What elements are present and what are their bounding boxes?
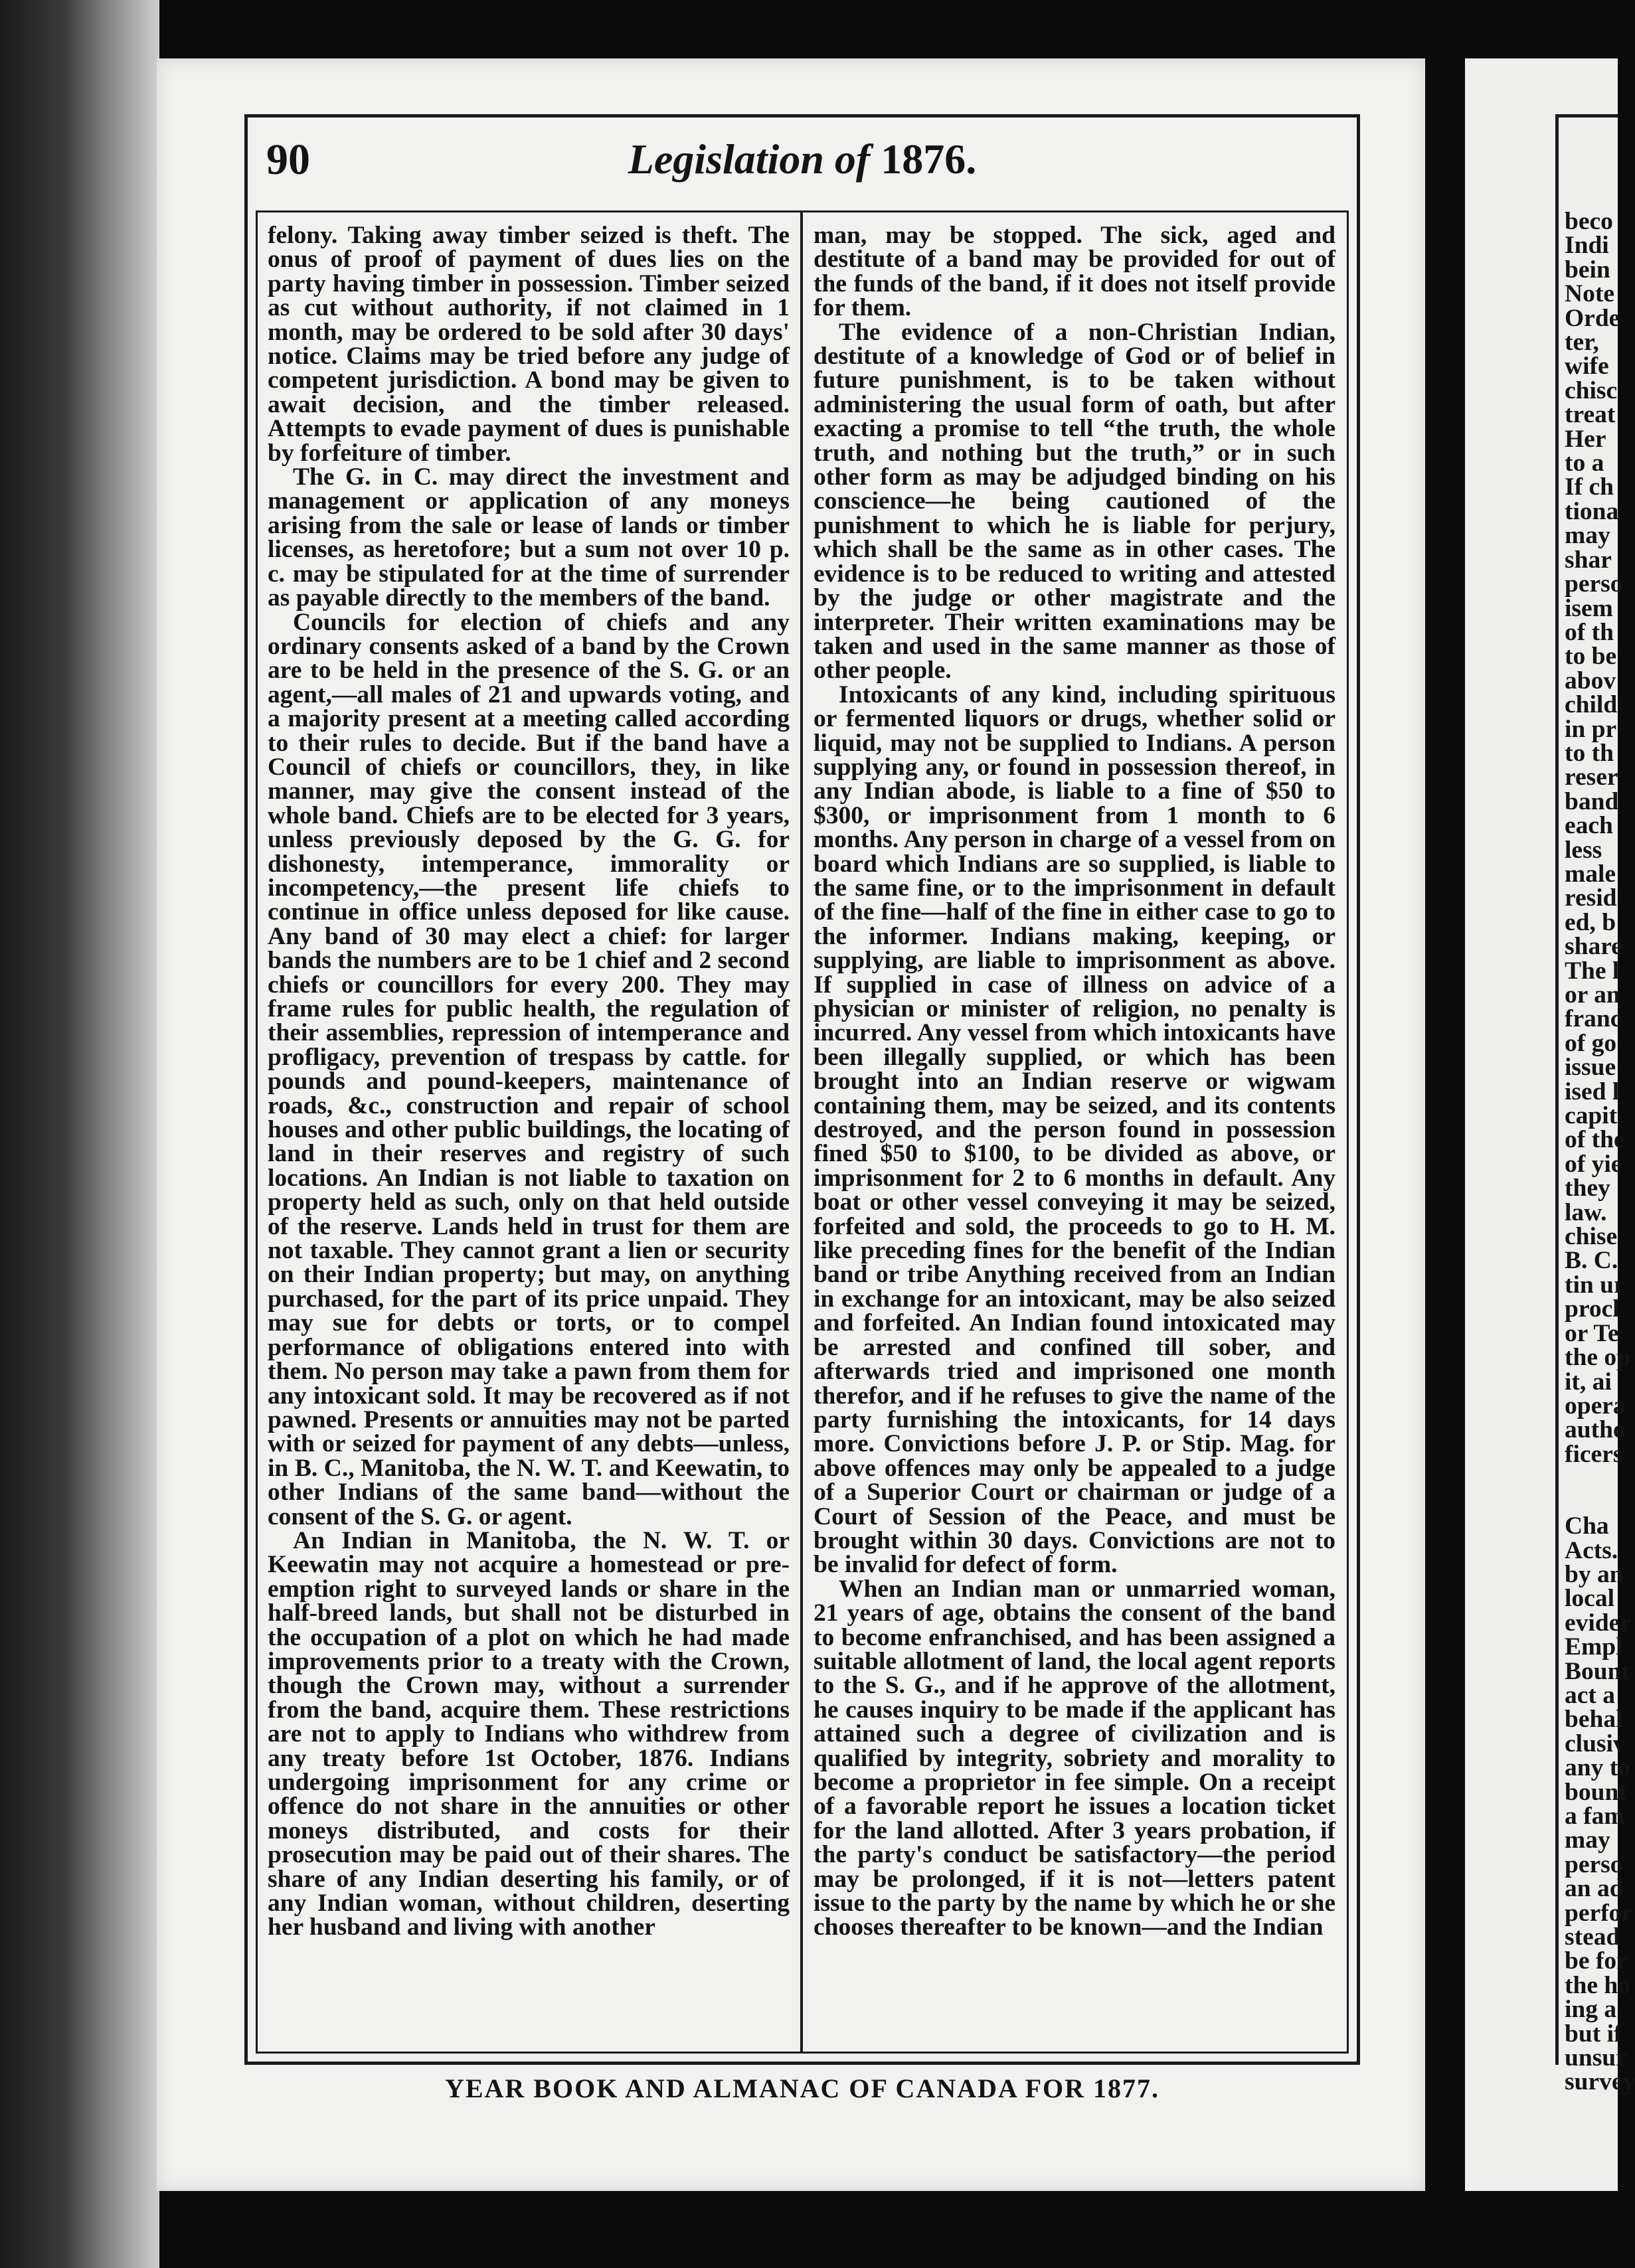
adjacent-line-fragment: Indi <box>1565 232 1609 260</box>
adjacent-line-fragment: B. C. <box>1565 1247 1618 1275</box>
running-title <box>261 135 1343 184</box>
adjacent-line-fragment: capit <box>1565 1102 1618 1130</box>
adjacent-line-fragment: clusiv <box>1565 1730 1626 1757</box>
column-divider <box>800 210 803 2054</box>
paragraph: The G. in C. may direct the investment and management or application of any moneys arising from the sale or lease of lands or timber licenses, as heretofore; but a sum not over 10 p. c. may be stipulated for at the time of surrender as payable directly to the members of the band. <box>268 463 790 612</box>
paragraph: When an Indian man or unmarried woman, 21 years of age, obtains the consent of the band to become enfranchised, and has been assigned a suitable allotment of land, the local agent reports to the S. G., and if he approve of the allotment, he causes inquiry to be made if the applicant has attained such a degree of civilization and is qualified by integrity, sobriety and morality to become a proprietor in fee simple. On a receipt of a favorable report he issues a location ticket for the land allotted. After 3 years probation, if the party's conduct be satisfactory—the period may be prolonged, if it is not—letters patent issue to the party by the name by which he or she chooses thereafter to be known—and the Indian <box>814 1575 1335 1941</box>
adjacent-line-fragment: law. <box>1565 1198 1607 1226</box>
adjacent-line-fragment: a fam <box>1565 1803 1625 1830</box>
adjacent-page-text <box>1565 208 1635 2096</box>
adjacent-line-fragment <box>1565 1467 1618 1491</box>
adjacent-line-fragment: ter, <box>1565 329 1599 357</box>
adjacent-line-fragment: band <box>1565 787 1619 815</box>
adjacent-line-fragment: local <box>1565 1585 1614 1613</box>
adjacent-line-fragment: it, ai <box>1565 1368 1612 1396</box>
paragraph: The evidence of a non-Christian Indian, destitute of a knowledge of God or of belief in future punishment, is to be taken without administering the usual form of oath, but after exacting a promise to tell “the truth, the whole truth, and nothing but the truth,” or in such other form as may be adjudged binding on his conscience—he being cautioned of the punishment to which he is liable for perjury, which shall be the same as in other cases. The evidence is to be reduced to writing and attested by the judge or other magistrate and the interpreter. Their written examinations may be taken and used in the same manner as those of other people. <box>814 318 1335 685</box>
adjacent-line-fragment: Her <box>1565 425 1606 453</box>
adjacent-line-fragment: of go <box>1565 1029 1617 1057</box>
page-number: 90 <box>266 135 310 184</box>
running-title-year: 1876. <box>881 135 977 183</box>
adjacent-line-fragment: Bount <box>1565 1657 1630 1685</box>
adjacent-line-fragment: bein <box>1565 256 1610 284</box>
adjacent-line-fragment: opera <box>1565 1392 1626 1419</box>
adjacent-line-fragment: ised l <box>1565 1078 1620 1105</box>
adjacent-line-fragment: each <box>1565 812 1613 840</box>
adjacent-line-fragment: tin ur <box>1565 1271 1625 1299</box>
adjacent-line-fragment: wife <box>1565 353 1609 380</box>
adjacent-line-fragment: Orde <box>1565 304 1620 332</box>
adjacent-line-fragment: issue <box>1565 1054 1616 1082</box>
paragraph: Intoxicants of any kind, including spirituous or fermented liquors or drugs, whether solid or liquid, may not be supplied to Indians. A person supplying any, or found in possession thereof, in any Indian abode, is liable to a fine of $50 to $300, or imprisonment from 1 month to 6 months. Any person in charge of a vessel from on board which Indians are so supplied, is liable to the same fine, or to the imprisonment in default of the fine—half of the fine in either case to go to the informer. Indians making, keeping, or supplying, are liable to imprisonment as above. If supplied in case of illness on advice of a physician or minister of religion, no penalty is incurred. Any vessel from which intoxicants have been illegally supplied, or which has been brought into an Indian reserve or wigwam containing them, may be seized, and its contents destroyed, and the person found in possession fined $50 to $100, to be divided as above, or imprisonment for 2 to 6 months in default. Any boat or other vessel conveying it may be seized, forfeited and sold, the proceeds to go to H. M. like preceding fines for the benefit of the Indian band or tribe Anything received from an Indian in exchange for an intoxicant, may be also seized and forfeited. An Indian found intoxicated may be arrested and confined till sober, and afterwards tried and imprisoned one month therefor, and if he refuses to give the name of the party furnishing the intoxicants, for 14 days more. Convictions before J. P. or Stip. Mag. for above offences may only be appealed to a judge of a Superior Court or chairman or judge of a Court of Session of the Peace, and must be brought within 30 days. Convictions are not to be invalid for defect of form. <box>814 681 1335 1579</box>
adjacent-line-fragment: Cha <box>1565 1512 1609 1540</box>
adjacent-line-fragment: ed, b <box>1565 908 1616 936</box>
adjacent-line-fragment: by an <box>1565 1560 1624 1588</box>
adjacent-line-fragment: perfor <box>1565 1899 1633 1927</box>
running-title-italic: Legislation of <box>628 135 871 183</box>
adjacent-line-fragment: behal <box>1565 1706 1623 1734</box>
adjacent-line-fragment: or an <box>1565 981 1620 1009</box>
adjacent-line-fragment: resid <box>1565 884 1617 912</box>
right-column <box>814 224 1335 2042</box>
adjacent-line-fragment: the ho <box>1565 1971 1630 1999</box>
adjacent-line-fragment: ficers <box>1565 1440 1623 1468</box>
adjacent-line-fragment: abov <box>1565 667 1616 694</box>
adjacent-line-fragment: ing a <box>1565 1996 1617 2024</box>
adjacent-line-fragment: chise <box>1565 1223 1618 1251</box>
paragraph: felony. Taking away timber seized is theft. The onus of proof of payment of dues lies on the party having timber in possession. Timber seized as cut without authority, if not claimed in 1 month, may be ordered to be sold after 30 days' notice. Claims may be tried before any judge of competent jurisdiction. A bond may be given to await decision, and the timber released. Attempts to evade payment of dues is punishable by forfeiture of timber. <box>268 222 790 467</box>
adjacent-line-fragment: shar <box>1565 546 1612 574</box>
adjacent-line-fragment: autho <box>1565 1416 1626 1444</box>
adjacent-line-fragment: survey <box>1565 2068 1635 2096</box>
paragraph: man, may be stopped. The sick, aged and destitute of a band may be provided for out of the funds of the band, if it does not itself provide for them. <box>814 222 1335 322</box>
adjacent-line-fragment: an ad <box>1565 1875 1624 1903</box>
adjacent-line-fragment: franc <box>1565 1005 1622 1033</box>
paragraph: Councils for election of chiefs and any ordinary consents asked of a band by the Crown are to be held in the presence of the S. G. or an agent,—all males of 21 and upwards voting, and a majority present at a meeting called according to their rules to decide. But if the band have a Council of chiefs or councillors, they, in like manner, may give the consent instead of the whole band. Chiefs are to be elected for 3 years, unless previously deposed by the G. G. for dishonesty, intemperance, immorality or incompetency,—the present life chiefs to continue in office unless deposed for like cause. Any band of 30 may elect a chief: for larger bands the numbers are to be 1 chief and 2 second chiefs or councillors for every 200. They may frame rules for public health, the regulation of their assemblies, repression of intemperance and profligacy, prevention of trespass by cattle. for pounds and pound-keepers, maintenance of roads, &c., construction and repair of school houses and other public buildings, the locating of land in their reserves and registry of such locations. An Indian is not liable to taxation on property held as such, only on that held outside of the reserve. Lands held in trust for them are not taxable. They cannot grant a lien or security on their Indian property; but may, on anything purchased, for the part of its price unpaid. They may sue for debts or torts, or to compel performance of obligations entered into with them. No person may take a pawn from them for any intoxicant sold. It may be recovered as if not pawned. Presents or annuities may not be parted with or seized for payment of any debts—unless, in B. C., Manitoba, the N. W. T. and Keewatin, to other Indians of the same band—without the consent of the S. G. or agent. <box>268 608 790 1530</box>
adjacent-line-fragment: child <box>1565 691 1618 719</box>
adjacent-line-fragment: Acts. <box>1565 1536 1618 1564</box>
adjacent-line-fragment: of the <box>1565 1126 1625 1154</box>
adjacent-line-fragment: unsur <box>1565 2044 1627 2072</box>
adjacent-line-fragment: any to <box>1565 1754 1630 1782</box>
scan-gutter <box>0 0 159 2268</box>
adjacent-line-fragment: male <box>1565 860 1616 888</box>
adjacent-line-fragment: to be <box>1565 643 1617 671</box>
adjacent-line-fragment: the op <box>1565 1344 1630 1372</box>
adjacent-line-fragment: evider <box>1565 1609 1631 1637</box>
adjacent-line-fragment: be for <box>1565 1947 1628 1975</box>
adjacent-line-fragment: to th <box>1565 739 1614 767</box>
adjacent-line-fragment: perso <box>1565 1850 1623 1878</box>
adjacent-line-fragment: chisc <box>1565 376 1618 404</box>
adjacent-line-fragment: beco <box>1565 208 1613 235</box>
left-column <box>268 224 790 2042</box>
adjacent-line-fragment: but if <box>1565 2020 1622 2048</box>
adjacent-line-fragment: or Te <box>1565 1319 1619 1347</box>
adjacent-line-fragment <box>1565 1491 1618 1514</box>
adjacent-line-fragment: to a <box>1565 449 1604 477</box>
adjacent-line-fragment: of yie <box>1565 1150 1622 1178</box>
adjacent-line-fragment: If ch <box>1565 473 1614 501</box>
adjacent-line-fragment: share <box>1565 933 1622 961</box>
page-header <box>261 127 1343 200</box>
adjacent-line-fragment: perso <box>1565 570 1623 598</box>
adjacent-line-fragment: in pr <box>1565 715 1617 743</box>
adjacent-line-fragment: may <box>1565 522 1610 550</box>
adjacent-line-fragment: procl <box>1565 1295 1620 1323</box>
adjacent-line-fragment: Empl <box>1565 1633 1623 1661</box>
adjacent-line-fragment: Note <box>1565 280 1614 308</box>
adjacent-line-fragment: less <box>1565 836 1602 864</box>
page-frame <box>244 114 1360 2065</box>
adjacent-line-fragment: treat <box>1565 401 1616 429</box>
adjacent-line-fragment: stead <box>1565 1923 1620 1951</box>
adjacent-line-fragment: may <box>1565 1826 1610 1854</box>
adjacent-line-fragment: they <box>1565 1174 1610 1202</box>
page-footer: YEAR BOOK AND ALMANAC OF CANADA FOR 1877. <box>444 2073 1160 2103</box>
adjacent-line-fragment: bount <box>1565 1778 1627 1806</box>
adjacent-line-fragment: act a <box>1565 1681 1616 1709</box>
adjacent-line-fragment: isem <box>1565 594 1613 622</box>
adjacent-line-fragment: tiona <box>1565 497 1619 525</box>
paragraph: An Indian in Manitoba, the N. W. T. or Keewatin may not acquire a homestead or pre-emption right to surveyed lands or share in the half-breed lands, but shall not be disturbed in the occupation of a plot on which he had made improvements prior to a treaty with the Crown, though the Crown may, without a surrender from the band, acquire them. These restrictions are not to apply to Indians who withdrew from any treaty before 1st October, 1876. Indians undergoing imprisonment for any crime or offence do not share in the annuities or other moneys distributed, and costs for their prosecution may be paid out of their shares. The share of any Indian deserting his family, or of any Indian woman, without children, deserting her husband and living with another <box>268 1526 790 1941</box>
adjacent-line-fragment: of th <box>1565 618 1614 646</box>
adjacent-line-fragment: reser <box>1565 764 1618 791</box>
adjacent-line-fragment: The l <box>1565 957 1620 985</box>
